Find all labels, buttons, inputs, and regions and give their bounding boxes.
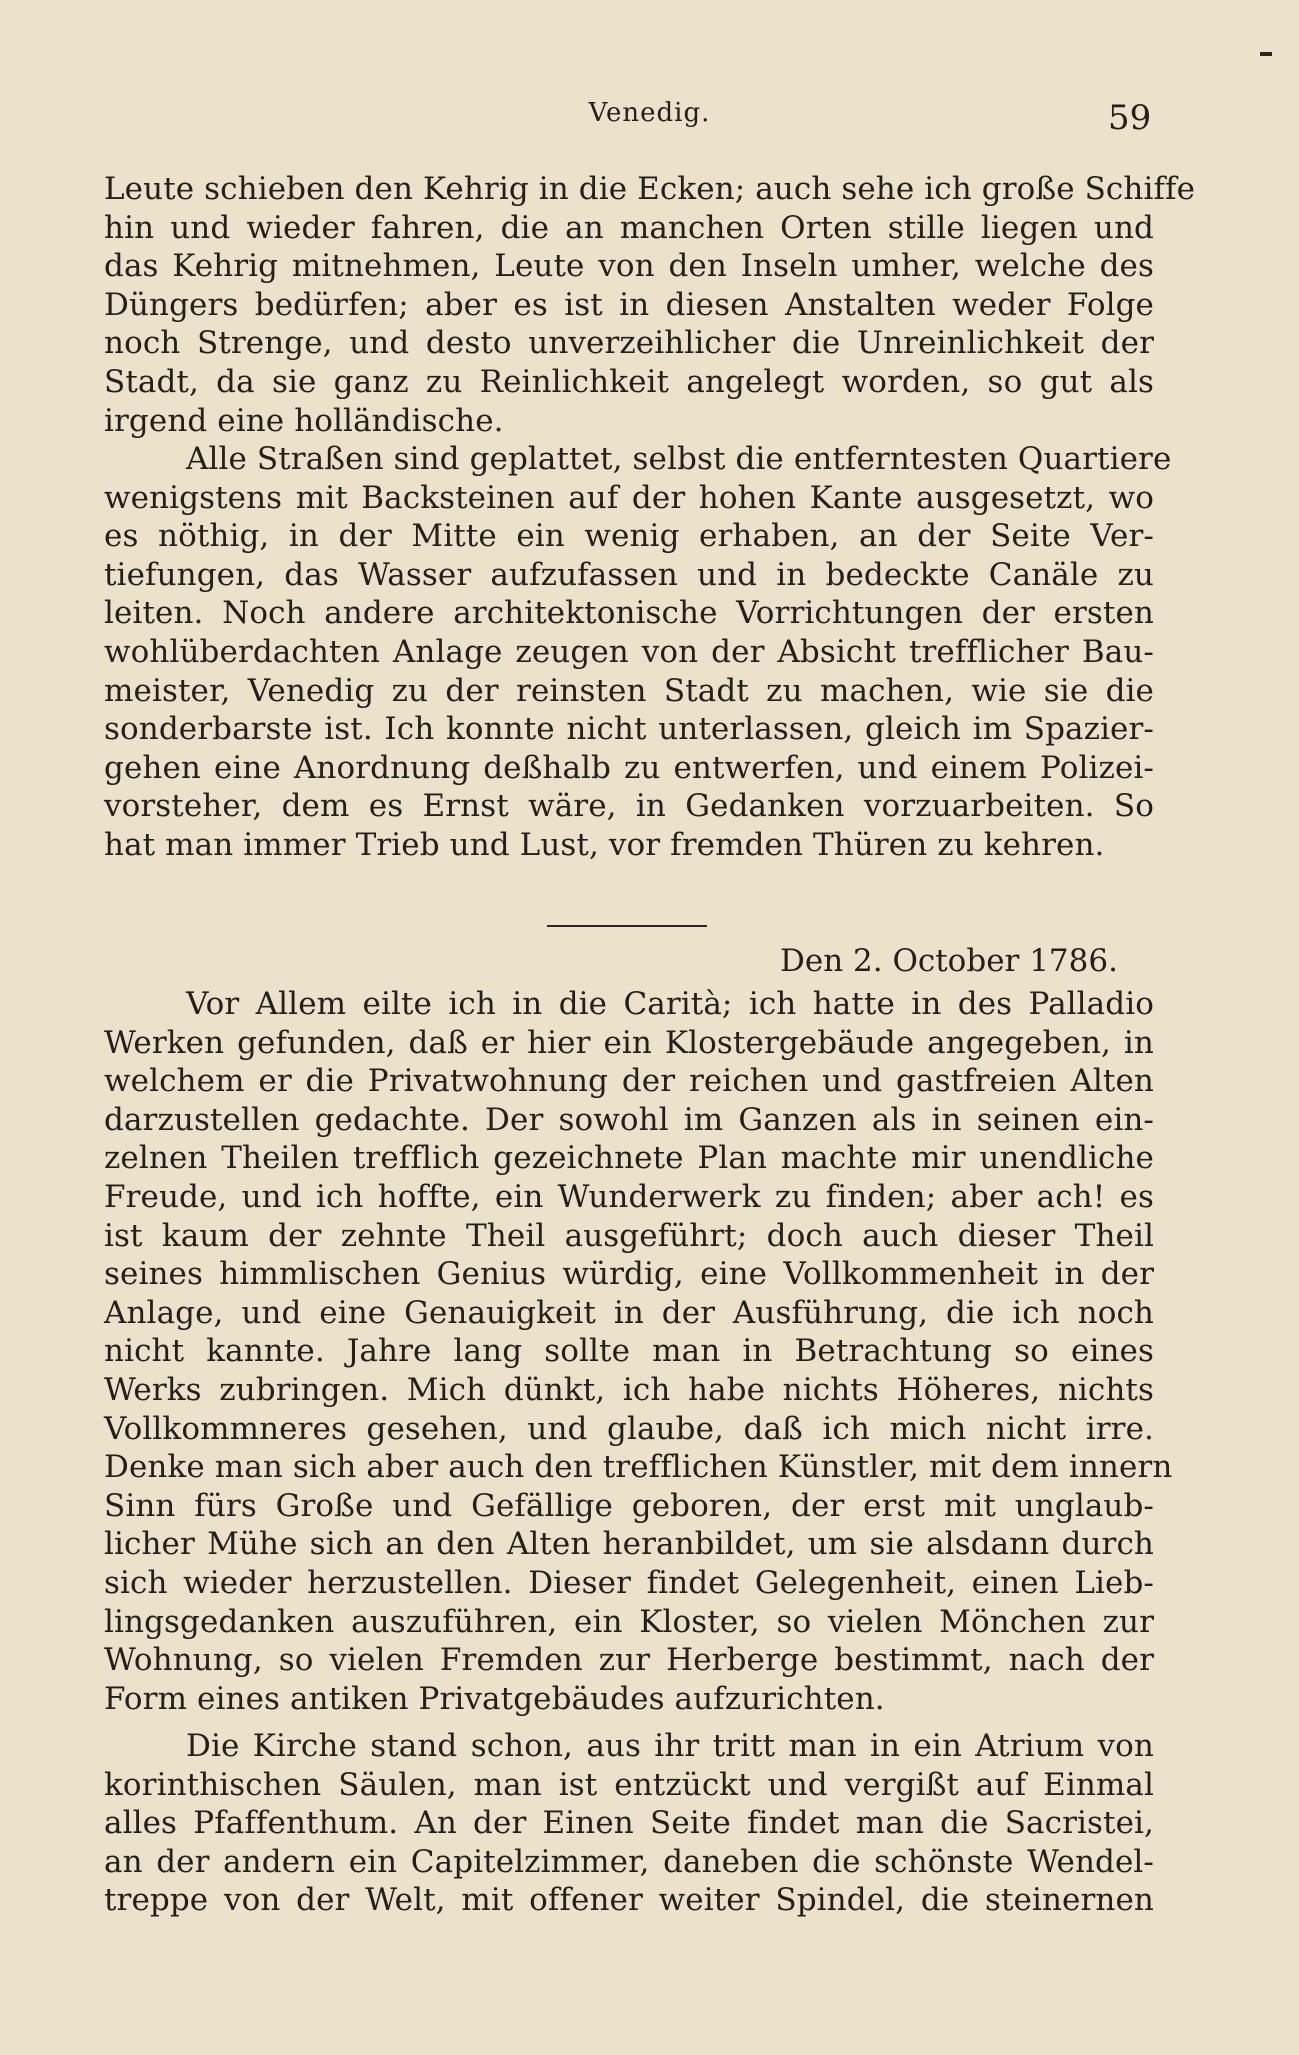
text-line: das Kehrig mitnehmen, Leute von den Inseln umher, welche des — [104, 248, 1154, 285]
text-line: alles Pfaffenthum. An der Einen Seite findet man die Sacristei, — [104, 1805, 1154, 1842]
text-line: licher Mühe sich an den Alten heranbildet, um sie alsdann durch — [104, 1526, 1154, 1563]
text-line: Düngers bedürfen; aber es ist in diesen Anstalten weder Folge — [104, 286, 1154, 323]
text-line: Anlage, und eine Genauigkeit in der Ausführung, die ich noch — [104, 1294, 1154, 1331]
text-line: treppe von der Welt, mit offener weiter Spindel, die steinernen — [104, 1882, 1154, 1919]
paragraph-2 — [104, 440, 1172, 865]
paragraph-3 — [104, 985, 1173, 1718]
text-line: meister, Venedig zu der reinsten Stadt zu machen, wie sie die — [104, 672, 1154, 709]
text-line: hat man immer Trieb und Lust, vor fremden Thüren zu kehren. — [104, 826, 1105, 863]
text-line: Die Kirche stand schon, aus ihr tritt man in ein Atrium von — [186, 1728, 1154, 1764]
text-line: noch Strenge, und desto unverzeihlicher die Unreinlichkeit der — [104, 325, 1154, 362]
text-line: seines himmlischen Genius würdig, eine Vollkommenheit in der — [104, 1256, 1154, 1293]
text-line: gehen eine Anordnung deßhalb zu entwerfen, und einem Polizei- — [104, 749, 1154, 786]
text-line: Vor Allem eilte ich in die Carità; ich hatte in des Palladio — [186, 986, 1154, 1022]
page-edge-mark — [1260, 52, 1272, 56]
text-line: sich wieder herzustellen. Dieser findet Gelegenheit, einen Lieb- — [104, 1564, 1154, 1601]
text-line: Wohnung, so vielen Fremden zur Herberge bestimmt, nach der — [104, 1642, 1154, 1679]
text-line: sonderbarste ist. Ich konnte nicht unterlassen, gleich im Spazier- — [104, 711, 1154, 748]
text-line: Stadt, da sie ganz zu Reinlichkeit angelegt worden, so gut als — [104, 363, 1154, 400]
text-line: es nöthig, in der Mitte ein wenig erhaben, an der Seite Ver- — [104, 518, 1154, 555]
text-line: wohlüberdachten Anlage zeugen von der Absicht trefflicher Bau- — [104, 633, 1154, 670]
page-number: 59 — [1108, 98, 1152, 138]
text-line: hin und wieder fahren, die an manchen Orten stille liegen und — [104, 209, 1154, 246]
text-line: lingsgedanken auszuführen, ein Kloster, so vielen Mönchen zur — [104, 1603, 1154, 1640]
paragraph-1 — [104, 170, 1196, 440]
dateline: Den 2. October 1786. — [780, 943, 1118, 979]
text-line: nicht kannte. Jahre lang sollte man in Betrachtung so eines — [104, 1333, 1154, 1370]
text-line: zelnen Theilen trefflich gezeichnete Plan machte mir unendliche — [104, 1140, 1154, 1177]
paragraph-4 — [104, 1727, 1154, 1920]
text-line: leiten. Noch andere architektonische Vorrichtungen der ersten — [104, 595, 1154, 632]
text-line: irgend eine holländische. — [104, 402, 504, 439]
text-line: Freude, und ich hoffte, ein Wunderwerk zu finden; aber ach! es — [104, 1178, 1154, 1215]
text-line: korinthischen Säulen, man ist entzückt und vergißt auf Einmal — [104, 1766, 1154, 1803]
running-title: Venedig. — [588, 98, 711, 128]
text-line: vorsteher, dem es Ernst wäre, in Gedanken vorzuarbeiten. So — [104, 788, 1154, 825]
text-line: welchem er die Privatwohnung der reichen und gastfreien Alten — [104, 1063, 1154, 1100]
text-line: tiefungen, das Wasser aufzufassen und in bedeckte Canäle zu — [104, 556, 1154, 593]
text-line: wenigstens mit Backsteinen auf der hohen Kante ausgesetzt, wo — [104, 479, 1154, 516]
text-line: ist kaum der zehnte Theil ausgeführt; doch auch dieser Theil — [104, 1217, 1154, 1254]
text-line: Alle Straßen sind geplattet, selbst die entferntesten Quartiere — [186, 441, 1172, 477]
text-line: darzustellen gedachte. Der sowohl im Ganzen als in seinen ein- — [104, 1101, 1154, 1138]
text-line: Vollkommneres gesehen, und glaube, daß ich mich nicht irre. — [104, 1410, 1154, 1447]
text-line: Form eines antiken Privatgebäudes aufzurichten. — [104, 1680, 885, 1717]
text-line: Denke man sich aber auch den trefflichen Künstler, mit dem innern — [104, 1449, 1173, 1486]
text-line: Werks zubringen. Mich dünkt, ich habe nichts Höheres, nichts — [104, 1371, 1154, 1408]
text-line: Werken gefunden, daß er hier ein Klostergebäude angegeben, in — [104, 1024, 1154, 1061]
text-line: an der andern ein Capitelzimmer, daneben die schönste Wendel- — [104, 1843, 1154, 1880]
text-line: Sinn fürs Große und Gefällige geboren, der erst mit unglaub- — [104, 1487, 1154, 1524]
text-line: Leute schieben den Kehrig in die Ecken; auch sehe ich große Schiffe — [104, 171, 1196, 207]
section-divider — [547, 925, 707, 927]
